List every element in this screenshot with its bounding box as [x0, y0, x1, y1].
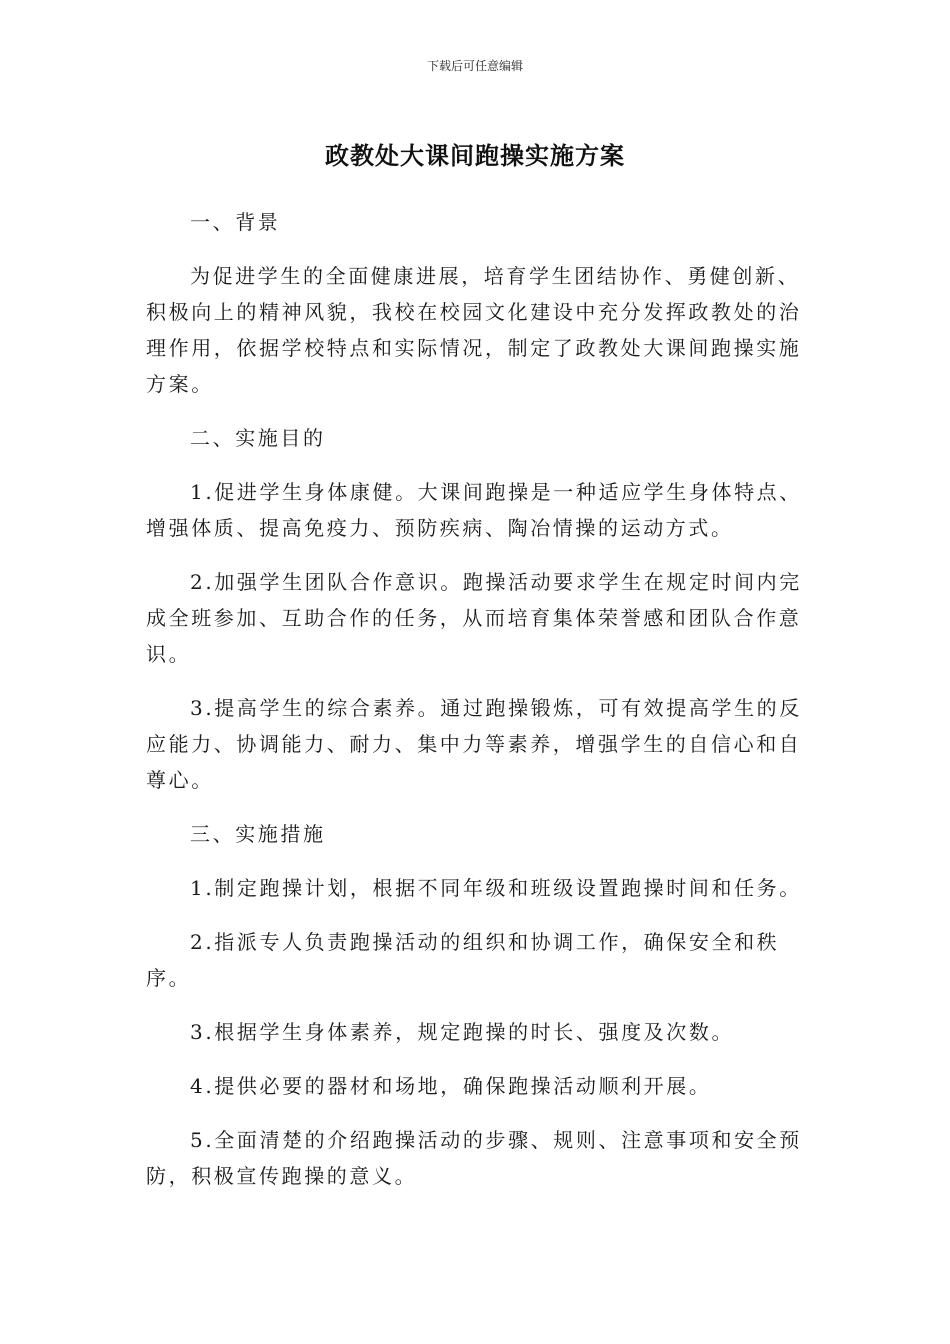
paragraph-measure-1: 1.制定跑操计划，根据不同年级和班级设置跑操时间和任务。 — [190, 876, 802, 900]
paragraph-measure-2: 2.指派专人负责跑操活动的组织和协调工作，确保安全和秩序。 — [146, 930, 780, 990]
section-heading-purpose: 二、实施目的 — [190, 426, 326, 450]
paragraph-purpose-3: 3.提高学生的综合素养。通过跑操锻炼，可有效提高学生的反应能力、协调能力、耐力、集中力等素养，增强学生的自信心和自尊心。 — [146, 696, 802, 792]
paragraph-background: 为促进学生的全面健康进展，培育学生团结协作、勇健创新、积极向上的精神风貌，我校在校园文化建设中充分发挥政教处的治理作用，依据学校特点和实际情况，制定了政教处大课间跑操实施方案。 — [146, 264, 802, 396]
paragraph-measure-4: 4.提供必要的器材和场地，确保跑操活动顺利开展。 — [190, 1074, 712, 1098]
paragraph-purpose-2: 2.加强学生团队合作意识。跑操活动要求学生在规定时间内完成全班参加、互助合作的任务，从而培育集体荣誉感和团队合作意识。 — [146, 570, 802, 666]
paragraph-purpose-1: 1.促进学生身体康健。大课间跑操是一种适应学生身体特点、增强体质、提高免疫力、预防疾病、陶冶情操的运动方式。 — [146, 480, 802, 540]
paragraph-measure-5: 5.全面清楚的介绍跑操活动的步骤、规则、注意事项和安全预防，积极宣传跑操的意义。 — [146, 1128, 802, 1188]
document-body — [146, 204, 806, 1212]
section-heading-background: 一、背景 — [190, 210, 281, 234]
section-heading-measures: 三、实施措施 — [190, 822, 326, 846]
document-title: 政教处大课间跑操实施方案 — [325, 142, 625, 170]
paragraph-measure-3: 3.根据学生身体素养，规定跑操的时长、强度及次数。 — [190, 1020, 735, 1044]
header-note: 下载后可任意编辑 — [426, 59, 523, 73]
